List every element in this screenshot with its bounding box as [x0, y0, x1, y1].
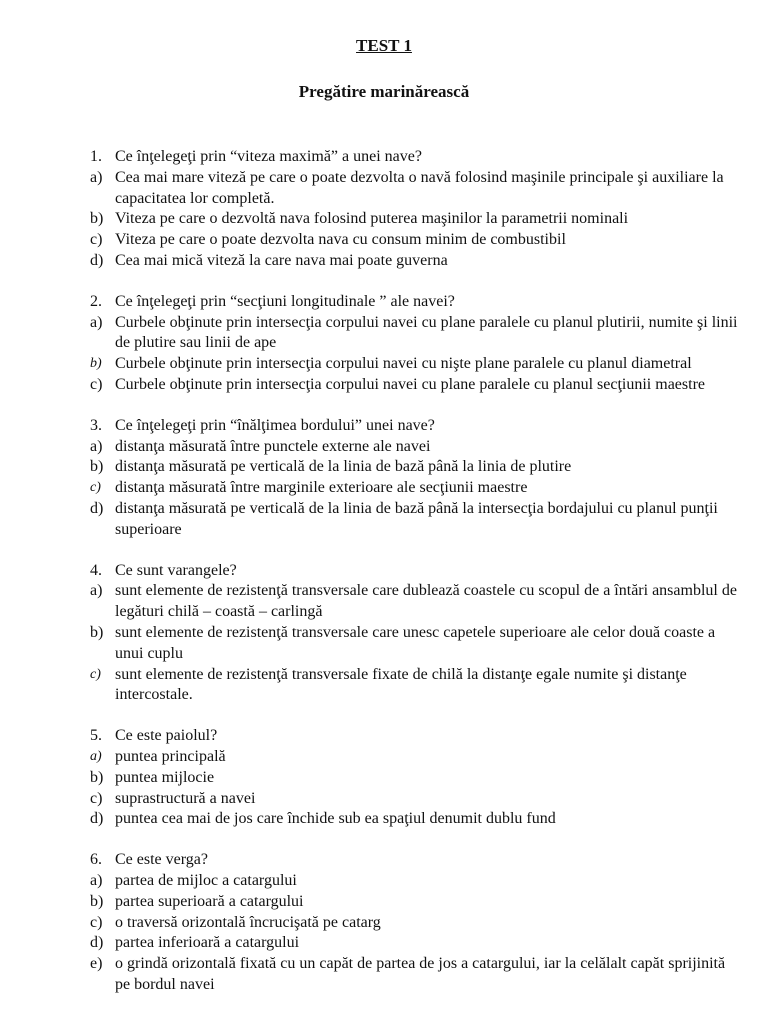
option-label: d) — [90, 934, 104, 952]
option-text: distanţa măsurată pe verticală de la linia de bază până la linia de plutire — [115, 458, 572, 476]
option-label: c) — [90, 789, 103, 807]
page-subtitle: Pregătire marinărească — [298, 82, 470, 101]
option-label: c) — [90, 913, 103, 931]
answer-option — [90, 437, 738, 458]
option-label: c) — [90, 480, 101, 496]
answer-option — [90, 665, 738, 707]
option-text: Viteza pe care o dezvoltă nava folosind puterea maşinilor la parametrii nominali — [115, 210, 629, 228]
option-label: d) — [90, 499, 104, 517]
option-text: puntea mijlocie — [115, 768, 215, 786]
answer-option — [90, 251, 738, 272]
question-number: 1. — [90, 148, 102, 165]
option-text: suprastructură a navei — [115, 789, 256, 807]
answer-option — [90, 623, 738, 665]
option-text: Viteza pe care o poate dezvolta nava cu consum minim de combustibil — [115, 231, 566, 249]
question-block — [90, 292, 738, 396]
option-label: a) — [90, 437, 103, 455]
answer-option — [90, 871, 738, 892]
question-stem — [90, 147, 738, 168]
question-stem — [90, 416, 738, 437]
answer-option — [90, 499, 738, 541]
question-text: Ce înţelegeţi prin “înălţimea bordului” unei nave? — [115, 416, 435, 434]
question-text: Ce este verga? — [115, 851, 208, 869]
option-label: b) — [90, 356, 102, 372]
question-text: Ce înţelegeţi prin “secţiuni longitudinale ” ale navei? — [115, 292, 455, 310]
answer-option — [90, 457, 738, 478]
question-number: 3. — [90, 416, 102, 434]
option-label: d) — [90, 810, 104, 828]
answer-option — [90, 768, 738, 789]
question-stem — [90, 726, 738, 747]
question-block — [90, 147, 738, 272]
answer-option — [90, 747, 738, 768]
option-text: o grindă orizontală fixată cu un capăt de partea de jos a catargului, iar la celălalt capăt sprijinită pe bordul navei — [115, 955, 726, 993]
option-label: a) — [90, 582, 103, 600]
question-block — [90, 561, 738, 707]
answer-option — [90, 230, 738, 251]
option-text: sunt elemente de rezistenţă transversale fixate de chilă la distanţe egale numite şi distanţe intercostale. — [115, 665, 687, 704]
question-number: 5. — [90, 727, 102, 745]
question-stem — [90, 850, 738, 871]
question-text: Ce sunt varangele? — [115, 561, 237, 579]
answer-option — [90, 168, 738, 210]
option-label: b) — [90, 623, 104, 641]
option-label: c) — [90, 666, 101, 682]
page-title: TEST 1 — [356, 36, 412, 55]
option-label: a) — [90, 871, 103, 889]
answer-option — [90, 209, 738, 230]
option-label: b) — [90, 210, 104, 228]
option-label: a) — [90, 748, 102, 764]
option-text: Curbele obţinute prin intersecţia corpului navei cu plane paralele cu planul secţiunii maestre — [115, 375, 705, 393]
question-text: Ce înţelegeţi prin “viteza maximă” a unei nave? — [115, 148, 422, 165]
option-text: partea de mijloc a catargului — [115, 871, 297, 889]
option-text: Curbele obţinute prin intersecţia corpului navei cu nişte plane paralele cu planul diametral — [115, 355, 692, 373]
option-text: distanţa măsurată între marginile exterioare ale secţiunii maestre — [115, 479, 528, 497]
option-text: puntea principală — [115, 747, 226, 765]
option-text: partea inferioară a catargului — [115, 934, 300, 952]
answer-option — [90, 375, 738, 396]
option-text: Cea mai mică viteză la care nava mai poate guverna — [115, 251, 448, 269]
question-number: 2. — [90, 292, 102, 310]
answer-option — [90, 809, 738, 830]
answer-option — [90, 933, 738, 954]
option-text: Curbele obţinute prin intersecţia corpului navei cu plane paralele cu planul plutirii, numite şi linii de plutire sau linii de ape — [115, 313, 738, 352]
question-number: 4. — [90, 561, 102, 579]
questions-list — [90, 147, 738, 1016]
option-text: partea superioară a catargului — [115, 892, 304, 910]
option-label: b) — [90, 458, 104, 476]
question-block — [90, 850, 738, 996]
answer-option — [90, 913, 738, 934]
option-text: sunt elemente de rezistenţă transversale care dublează coastele cu scopul de a întări ansamblul de legături chilă – coastă – carlingă — [115, 582, 737, 621]
answer-option — [90, 954, 738, 996]
option-label: a) — [90, 168, 103, 186]
answer-option — [90, 354, 738, 375]
answer-option — [90, 789, 738, 810]
answer-option — [90, 313, 738, 355]
option-text: Cea mai mare viteză pe care o poate dezvolta o navă folosind maşinile principale şi auxiliare la capacitatea lor completă. — [115, 168, 724, 207]
option-text: o traversă orizontală încrucişată pe catarg — [115, 913, 381, 931]
option-label: a) — [90, 313, 103, 331]
option-label: e) — [90, 955, 103, 973]
option-label: c) — [90, 375, 103, 393]
question-stem — [90, 561, 738, 582]
option-label: b) — [90, 892, 104, 910]
question-number: 6. — [90, 851, 102, 869]
question-block — [90, 416, 738, 541]
option-label: d) — [90, 251, 104, 269]
answer-option — [90, 478, 738, 499]
answer-option — [90, 581, 738, 623]
answer-option — [90, 892, 738, 913]
question-block — [90, 726, 738, 830]
question-stem — [90, 292, 738, 313]
option-label: c) — [90, 231, 103, 249]
option-text: distanţa măsurată pe verticală de la linia de bază până la intersecţia bordajului cu planul punţii superioare — [115, 499, 718, 538]
option-text: sunt elemente de rezistenţă transversale care unesc capetele superioare ale celor două coaste a unui cuplu — [115, 623, 716, 662]
option-label: b) — [90, 768, 104, 786]
question-text: Ce este paiolul? — [115, 727, 218, 745]
option-text: distanţa măsurată între punctele externe ale navei — [115, 437, 431, 455]
option-text: puntea cea mai de jos care închide sub ea spaţiul denumit dublu fund — [115, 810, 556, 828]
